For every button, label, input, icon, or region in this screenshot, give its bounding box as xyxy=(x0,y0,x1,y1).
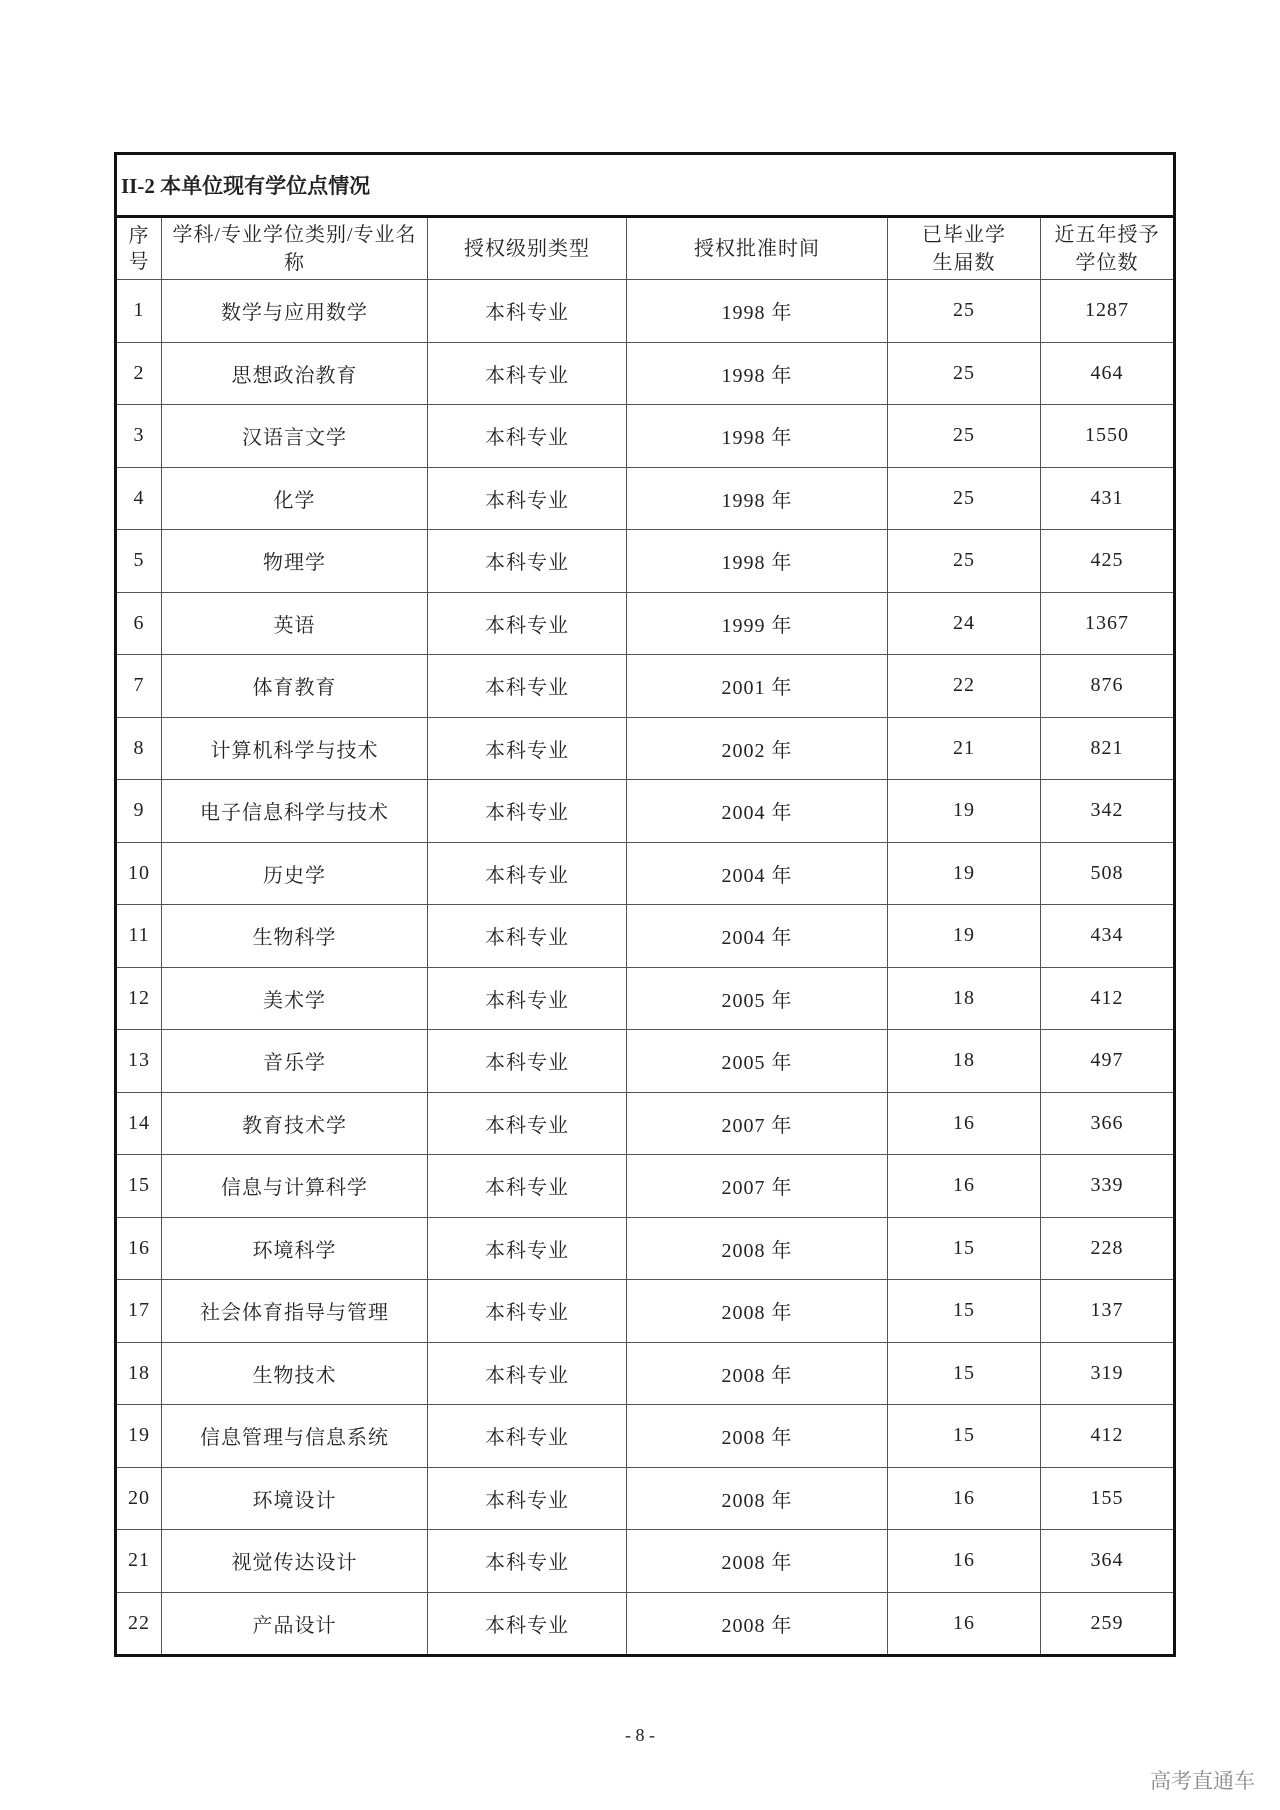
cell-index: 1 xyxy=(116,280,162,343)
cell-index: 16 xyxy=(116,1217,162,1280)
cell-graduated: 15 xyxy=(888,1280,1041,1343)
cell-name: 化学 xyxy=(162,467,428,530)
cell-name: 思想政治教育 xyxy=(162,342,428,405)
cell-index: 5 xyxy=(116,530,162,593)
cell-name: 体育教育 xyxy=(162,655,428,718)
cell-name: 生物技术 xyxy=(162,1342,428,1405)
cell-date: 2008 年 xyxy=(627,1280,888,1343)
cell-degrees: 431 xyxy=(1041,467,1175,530)
cell-level: 本科专业 xyxy=(428,842,627,905)
cell-name: 英语 xyxy=(162,592,428,655)
cell-date: 1998 年 xyxy=(627,405,888,468)
cell-graduated: 25 xyxy=(888,280,1041,343)
table-row xyxy=(116,967,1175,1030)
cell-level: 本科专业 xyxy=(428,342,627,405)
table-row xyxy=(116,405,1175,468)
cell-date: 2004 年 xyxy=(627,905,888,968)
cell-degrees: 412 xyxy=(1041,967,1175,1030)
table-row xyxy=(116,780,1175,843)
cell-index: 15 xyxy=(116,1155,162,1218)
cell-date: 2008 年 xyxy=(627,1217,888,1280)
cell-date: 2001 年 xyxy=(627,655,888,718)
table-header-row xyxy=(116,217,1175,280)
cell-name: 物理学 xyxy=(162,530,428,593)
cell-degrees: 434 xyxy=(1041,905,1175,968)
cell-index: 10 xyxy=(116,842,162,905)
cell-name: 计算机科学与技术 xyxy=(162,717,428,780)
header-index: 序号 xyxy=(116,217,162,280)
cell-level: 本科专业 xyxy=(428,1030,627,1093)
table-row xyxy=(116,592,1175,655)
table-row xyxy=(116,1467,1175,1530)
cell-index: 20 xyxy=(116,1467,162,1530)
table-row xyxy=(116,530,1175,593)
cell-name: 教育技术学 xyxy=(162,1092,428,1155)
cell-level: 本科专业 xyxy=(428,1530,627,1593)
cell-index: 22 xyxy=(116,1592,162,1656)
cell-graduated: 16 xyxy=(888,1155,1041,1218)
cell-index: 13 xyxy=(116,1030,162,1093)
cell-date: 2005 年 xyxy=(627,967,888,1030)
cell-date: 1998 年 xyxy=(627,342,888,405)
cell-index: 7 xyxy=(116,655,162,718)
cell-level: 本科专业 xyxy=(428,1342,627,1405)
cell-name: 生物科学 xyxy=(162,905,428,968)
cell-graduated: 25 xyxy=(888,405,1041,468)
cell-index: 19 xyxy=(116,1405,162,1468)
cell-graduated: 16 xyxy=(888,1467,1041,1530)
cell-degrees: 155 xyxy=(1041,1467,1175,1530)
cell-degrees: 425 xyxy=(1041,530,1175,593)
page-number: - 8 - xyxy=(625,1725,655,1745)
cell-graduated: 15 xyxy=(888,1217,1041,1280)
cell-degrees: 1550 xyxy=(1041,405,1175,468)
cell-graduated: 15 xyxy=(888,1405,1041,1468)
cell-level: 本科专业 xyxy=(428,280,627,343)
table-row xyxy=(116,280,1175,343)
cell-degrees: 259 xyxy=(1041,1592,1175,1656)
cell-level: 本科专业 xyxy=(428,1217,627,1280)
cell-degrees: 497 xyxy=(1041,1030,1175,1093)
table-title: II-2 本单位现有学位点情况 xyxy=(116,154,1175,217)
table-row xyxy=(116,1217,1175,1280)
header-level: 授权级别类型 xyxy=(428,217,627,280)
cell-name: 汉语言文学 xyxy=(162,405,428,468)
cell-degrees: 876 xyxy=(1041,655,1175,718)
table-row xyxy=(116,1342,1175,1405)
cell-date: 2007 年 xyxy=(627,1155,888,1218)
header-name: 学科/专业学位类别/专业名称 xyxy=(162,217,428,280)
header-graduated: 已毕业学生届数 xyxy=(888,217,1041,280)
cell-name: 历史学 xyxy=(162,842,428,905)
cell-index: 17 xyxy=(116,1280,162,1343)
cell-index: 4 xyxy=(116,467,162,530)
cell-date: 2004 年 xyxy=(627,842,888,905)
cell-date: 1998 年 xyxy=(627,467,888,530)
cell-level: 本科专业 xyxy=(428,1155,627,1218)
cell-date: 1998 年 xyxy=(627,280,888,343)
cell-degrees: 319 xyxy=(1041,1342,1175,1405)
cell-graduated: 19 xyxy=(888,842,1041,905)
cell-degrees: 228 xyxy=(1041,1217,1175,1280)
cell-graduated: 16 xyxy=(888,1530,1041,1593)
cell-graduated: 25 xyxy=(888,467,1041,530)
cell-date: 2005 年 xyxy=(627,1030,888,1093)
table-row xyxy=(116,467,1175,530)
cell-degrees: 1287 xyxy=(1041,280,1175,343)
table-row xyxy=(116,717,1175,780)
cell-level: 本科专业 xyxy=(428,1467,627,1530)
table-row xyxy=(116,342,1175,405)
cell-name: 信息管理与信息系统 xyxy=(162,1405,428,1468)
cell-name: 音乐学 xyxy=(162,1030,428,1093)
table-row xyxy=(116,1530,1175,1593)
cell-name: 信息与计算科学 xyxy=(162,1155,428,1218)
cell-level: 本科专业 xyxy=(428,467,627,530)
cell-level: 本科专业 xyxy=(428,905,627,968)
cell-graduated: 19 xyxy=(888,905,1041,968)
cell-name: 视觉传达设计 xyxy=(162,1530,428,1593)
cell-degrees: 464 xyxy=(1041,342,1175,405)
cell-graduated: 25 xyxy=(888,342,1041,405)
cell-degrees: 342 xyxy=(1041,780,1175,843)
cell-index: 11 xyxy=(116,905,162,968)
cell-level: 本科专业 xyxy=(428,405,627,468)
degree-programs-table xyxy=(114,152,1176,1657)
cell-index: 6 xyxy=(116,592,162,655)
cell-level: 本科专业 xyxy=(428,780,627,843)
cell-level: 本科专业 xyxy=(428,1405,627,1468)
cell-date: 2008 年 xyxy=(627,1405,888,1468)
cell-graduated: 21 xyxy=(888,717,1041,780)
cell-date: 2008 年 xyxy=(627,1530,888,1593)
header-degrees: 近五年授予学位数 xyxy=(1041,217,1175,280)
cell-graduated: 19 xyxy=(888,780,1041,843)
cell-level: 本科专业 xyxy=(428,530,627,593)
cell-name: 电子信息科学与技术 xyxy=(162,780,428,843)
cell-index: 18 xyxy=(116,1342,162,1405)
cell-degrees: 821 xyxy=(1041,717,1175,780)
cell-date: 1998 年 xyxy=(627,530,888,593)
cell-index: 9 xyxy=(116,780,162,843)
cell-graduated: 18 xyxy=(888,967,1041,1030)
cell-level: 本科专业 xyxy=(428,1280,627,1343)
cell-graduated: 16 xyxy=(888,1092,1041,1155)
cell-graduated: 18 xyxy=(888,1030,1041,1093)
cell-date: 2008 年 xyxy=(627,1342,888,1405)
table-row xyxy=(116,1155,1175,1218)
table-row xyxy=(116,905,1175,968)
cell-index: 2 xyxy=(116,342,162,405)
cell-index: 21 xyxy=(116,1530,162,1593)
table-row xyxy=(116,1280,1175,1343)
cell-graduated: 22 xyxy=(888,655,1041,718)
cell-degrees: 1367 xyxy=(1041,592,1175,655)
cell-name: 产品设计 xyxy=(162,1592,428,1656)
cell-level: 本科专业 xyxy=(428,592,627,655)
cell-name: 社会体育指导与管理 xyxy=(162,1280,428,1343)
table-row xyxy=(116,842,1175,905)
watermark: 高考直通车 xyxy=(1150,1769,1255,1793)
cell-name: 数学与应用数学 xyxy=(162,280,428,343)
cell-degrees: 137 xyxy=(1041,1280,1175,1343)
cell-name: 环境设计 xyxy=(162,1467,428,1530)
cell-index: 12 xyxy=(116,967,162,1030)
cell-date: 2008 年 xyxy=(627,1592,888,1656)
cell-date: 2002 年 xyxy=(627,717,888,780)
cell-index: 14 xyxy=(116,1092,162,1155)
cell-date: 2008 年 xyxy=(627,1467,888,1530)
table-row xyxy=(116,1405,1175,1468)
cell-level: 本科专业 xyxy=(428,967,627,1030)
cell-degrees: 364 xyxy=(1041,1530,1175,1593)
cell-name: 环境科学 xyxy=(162,1217,428,1280)
cell-degrees: 412 xyxy=(1041,1405,1175,1468)
cell-index: 3 xyxy=(116,405,162,468)
cell-name: 美术学 xyxy=(162,967,428,1030)
cell-date: 2007 年 xyxy=(627,1092,888,1155)
cell-level: 本科专业 xyxy=(428,655,627,718)
cell-degrees: 366 xyxy=(1041,1092,1175,1155)
cell-date: 2004 年 xyxy=(627,780,888,843)
table-row xyxy=(116,1030,1175,1093)
cell-degrees: 508 xyxy=(1041,842,1175,905)
header-date: 授权批准时间 xyxy=(627,217,888,280)
cell-level: 本科专业 xyxy=(428,1092,627,1155)
cell-graduated: 16 xyxy=(888,1592,1041,1656)
cell-graduated: 24 xyxy=(888,592,1041,655)
cell-graduated: 15 xyxy=(888,1342,1041,1405)
cell-graduated: 25 xyxy=(888,530,1041,593)
cell-degrees: 339 xyxy=(1041,1155,1175,1218)
table-row xyxy=(116,1592,1175,1656)
table-row xyxy=(116,1092,1175,1155)
cell-level: 本科专业 xyxy=(428,717,627,780)
cell-index: 8 xyxy=(116,717,162,780)
cell-date: 1999 年 xyxy=(627,592,888,655)
cell-level: 本科专业 xyxy=(428,1592,627,1656)
table-row xyxy=(116,655,1175,718)
